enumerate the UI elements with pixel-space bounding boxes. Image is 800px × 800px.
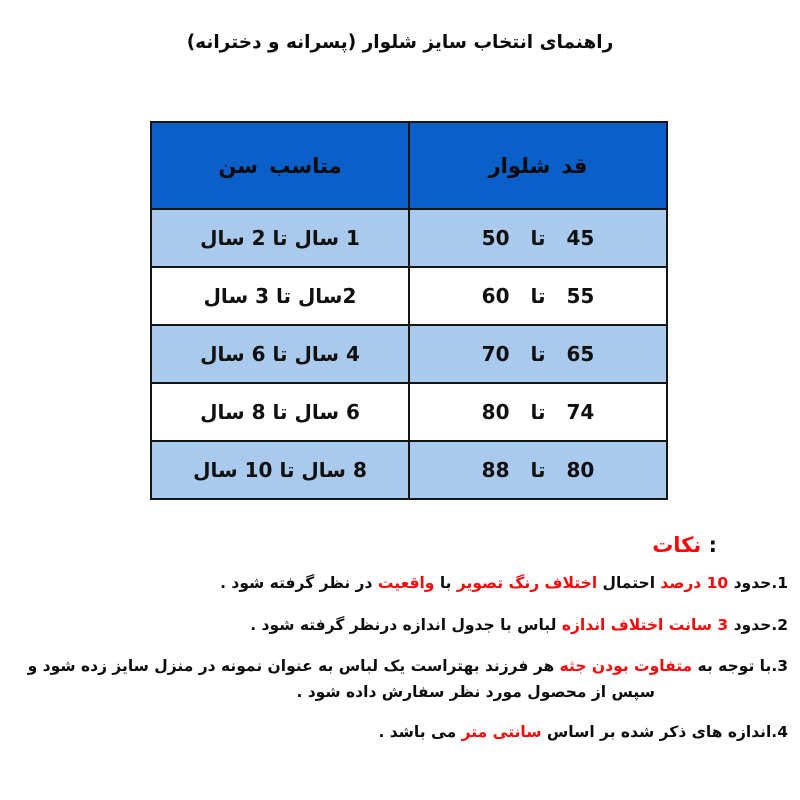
- note-line: [12, 719, 788, 745]
- table-row: [151, 209, 667, 267]
- note-highlight-text: واقعیت: [377, 574, 435, 592]
- note-line: [12, 570, 788, 596]
- note-highlight-text: سانتی متر: [461, 723, 542, 741]
- age-range-cell: 4 سال تا 6 سال: [151, 325, 409, 383]
- note-item: [12, 570, 788, 596]
- page-title: راهنمای انتخاب سایز شلوار (پسرانه و دخترانه): [186, 32, 614, 53]
- table-row: [151, 267, 667, 325]
- size-table-header: [151, 122, 667, 209]
- table-row: [151, 383, 667, 441]
- notes-heading: [12, 530, 788, 560]
- note-highlight-text: 10 درصد: [660, 574, 729, 592]
- note-line: [12, 679, 788, 705]
- header-row: [151, 122, 667, 209]
- note-item: [12, 719, 788, 745]
- size-table: [150, 121, 668, 500]
- note-text: لباس با جدول اندازه درنظر گرفته شود .: [250, 616, 562, 634]
- notes-heading-colon: :: [708, 533, 717, 557]
- age-range-cell: 1 سال تا 2 سال: [151, 209, 409, 267]
- size-table-body: [151, 209, 667, 499]
- note-text: احتمال: [597, 574, 661, 592]
- note-item: [12, 653, 788, 705]
- pant-length-cell: 55 تا 60: [409, 267, 667, 325]
- pant-length-cell: 80 تا 88: [409, 441, 667, 499]
- notes-list: [12, 570, 788, 745]
- age-range-cell: 6 سال تا 8 سال: [151, 383, 409, 441]
- table-row: [151, 441, 667, 499]
- table-row: [151, 325, 667, 383]
- notes-section: [12, 530, 788, 745]
- note-text: می باشد .: [378, 723, 462, 741]
- pant-length-cell: 45 تا 50: [409, 209, 667, 267]
- pant-length-cell: 74 تا 80: [409, 383, 667, 441]
- pant-length-cell: 65 تا 70: [409, 325, 667, 383]
- note-text: در نظر گرفته شود .: [220, 574, 378, 592]
- note-text: با: [434, 574, 457, 592]
- note-text: 3.با توجه به: [692, 657, 788, 675]
- note-text: سپس از محصول مورد نظر سفارش داده شود .: [296, 683, 655, 701]
- note-item: [12, 612, 788, 638]
- notes-heading-label: نکات: [652, 533, 702, 557]
- col-header-pant-length: قد شلوار: [409, 122, 667, 209]
- note-text: 2.حدود: [728, 616, 788, 634]
- note-line: [12, 653, 788, 679]
- age-range-cell: 8 سال تا 10 سال: [151, 441, 409, 499]
- note-highlight-text: 3 سانت اختلاف اندازه: [561, 616, 729, 634]
- note-highlight-text: متفاوت بودن جثه: [559, 657, 693, 675]
- note-line: [12, 612, 788, 638]
- note-text: 1.حدود: [728, 574, 788, 592]
- note-text: هر فرزند بهتراست یک لباس به عنوان نمونه در منزل سایز زده شود و: [27, 657, 560, 675]
- col-header-age: متاسب سن: [151, 122, 409, 209]
- age-range-cell: 2سال تا 3 سال: [151, 267, 409, 325]
- note-highlight-text: اختلاف رنگ تصویر: [456, 574, 598, 592]
- note-text: 4.اندازه های ذکر شده بر اساس: [541, 723, 788, 741]
